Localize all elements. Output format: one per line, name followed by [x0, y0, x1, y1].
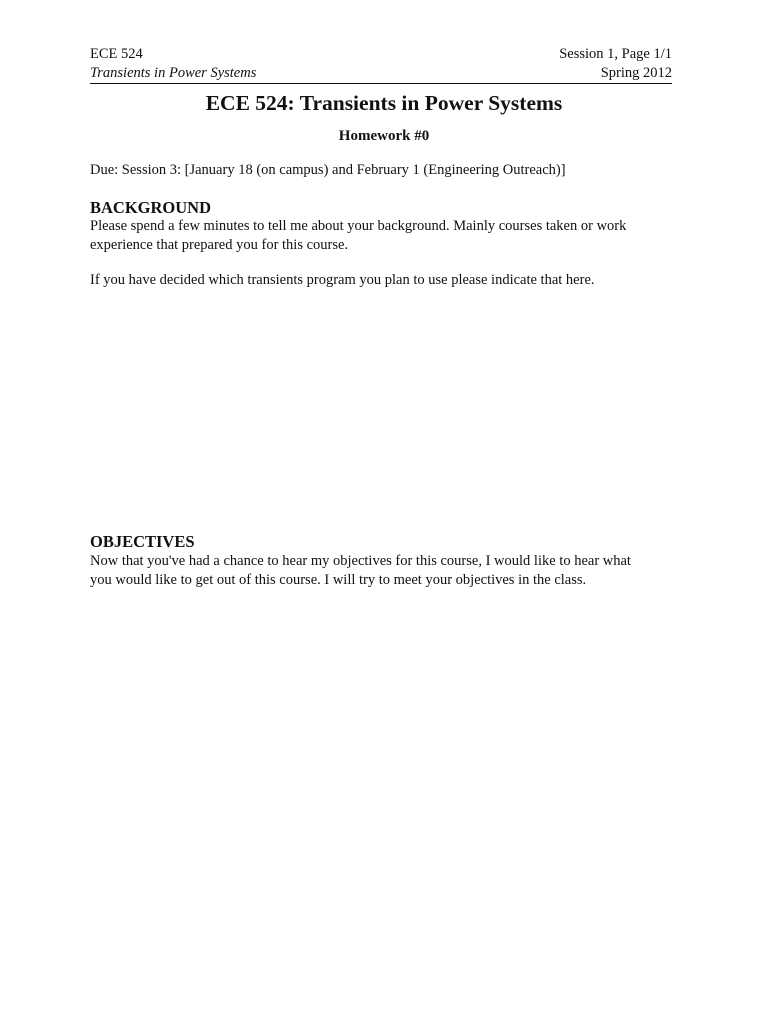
- term: Spring 2012: [600, 65, 672, 81]
- program-paragraph: If you have decided which transients program you plan to use please indicate that here.: [90, 272, 595, 288]
- background-heading: BACKGROUND: [90, 198, 212, 217]
- page-header: [90, 45, 672, 84]
- header-row-1: [90, 45, 672, 64]
- page-title: ECE 524: Transients in Power Systems: [205, 91, 563, 115]
- session-page: Session 1, Page 1/1: [559, 46, 672, 62]
- course-name: Transients in Power Systems: [90, 65, 257, 81]
- objectives-line-1: Now that you've had a chance to hear my objectives for this course, I would like to hear what: [90, 553, 631, 569]
- objectives-paragraph: [90, 552, 680, 590]
- objectives-heading: OBJECTIVES: [90, 532, 195, 551]
- objectives-line-2: you would like to get out of this course. I will try to meet your objectives in the class.: [90, 572, 587, 588]
- background-line-1: Please spend a few minutes to tell me about your background. Mainly courses taken or work: [90, 218, 627, 234]
- header-row-2: [90, 64, 672, 84]
- background-line-2: experience that prepared you for this course.: [90, 237, 349, 253]
- page-subtitle: Homework #0: [338, 128, 430, 144]
- due-date: Due: Session 3: [January 18 (on campus) and February 1 (Engineering Outreach)]: [90, 162, 566, 178]
- background-paragraph: [90, 217, 680, 255]
- course-code: ECE 524: [90, 46, 143, 62]
